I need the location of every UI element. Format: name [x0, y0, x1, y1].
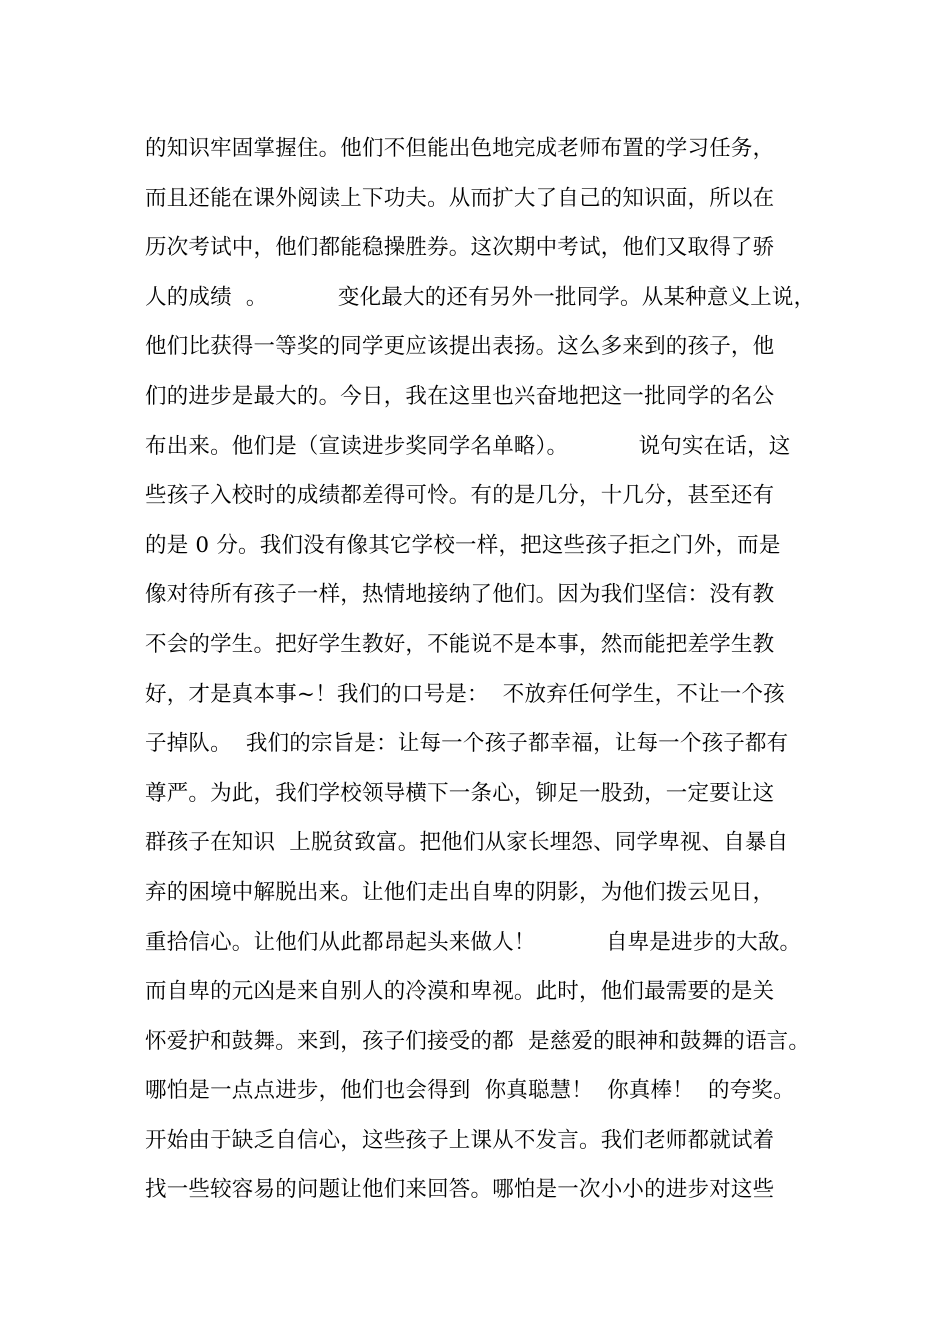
body-text: [145, 131, 835, 1222]
text-line: 重拾信心。让他们从此都昂起头来做人！ 自卑是进步的大敌。: [145, 929, 802, 955]
text-line: 们的进步是最大的。今日，我在这里也兴奋地把这一批同学的名公: [145, 383, 775, 409]
text-line: 弃的困境中解脱出来。让他们走出自卑的阴影，为他们拨云见日，: [145, 879, 775, 905]
text-line: 不会的学生。把好学生教好，不能说不是本事，然而能把差学生教: [145, 631, 775, 657]
text-line: 而且还能在课外阅读上下功夫。从而扩大了自己的知识面，所以在: [145, 185, 775, 211]
text-line: 群孩子在知识 上脱贫致富。把他们从家长埋怨、同学卑视、自暴自: [145, 830, 789, 856]
text-line: 的知识牢固掌握住。他们不但能出色地完成老师布置的学习任务，: [145, 136, 775, 161]
text-line: 而自卑的元凶是来自别人的冷漠和卑视。此时，他们最需要的是关: [145, 979, 775, 1005]
text-line: 哪怕是一点点进步，他们也会得到 你真聪慧！ 你真棒！ 的夸奖。: [145, 1078, 795, 1104]
text-line: 历次考试中，他们都能稳操胜券。这次期中考试，他们又取得了骄: [145, 235, 775, 261]
text-line: 人的成绩 。 变化最大的还有另外一批同学。从某种意义上说，: [145, 284, 816, 310]
text-line: 怀爱护和鼓舞。来到，孩子们接受的都 是慈爱的眼神和鼓舞的语言。: [145, 1028, 811, 1054]
text-line: 些孩子入校时的成绩都差得可怜。有的是几分，十几分，甚至还有: [145, 483, 775, 509]
text-line: 找一些较容易的问题让他们来回答。哪怕是一次小小的进步对这些: [145, 1177, 775, 1203]
text-line: 的是 0 分。我们没有像其它学校一样，把这些孩子拒之门外，而是: [145, 532, 781, 558]
text-line: 尊严。为此，我们学校领导横下一条心，铆足一股劲，一定要让这: [145, 780, 775, 806]
text-line: 子掉队。 我们的宗旨是：让每一个孩子都幸福，让每一个孩子都有: [145, 731, 789, 757]
text-line: 开始由于缺乏自信心，这些孩子上课从不发言。我们老师都就试着: [145, 1127, 775, 1153]
text-line: 好，才是真本事~！我们的口号是： 不放弃任何学生，不让一个孩: [145, 681, 785, 707]
text-line: 像对待所有孩子一样，热情地接纳了他们。因为我们坚信：没有教: [145, 582, 775, 608]
text-line: 布出来。他们是（宣读进步奖同学名单略）。 说句实在话，这: [145, 433, 791, 459]
text-line: 他们比获得一等奖的同学更应该提出表扬。这么多来到的孩子，他: [145, 334, 775, 360]
